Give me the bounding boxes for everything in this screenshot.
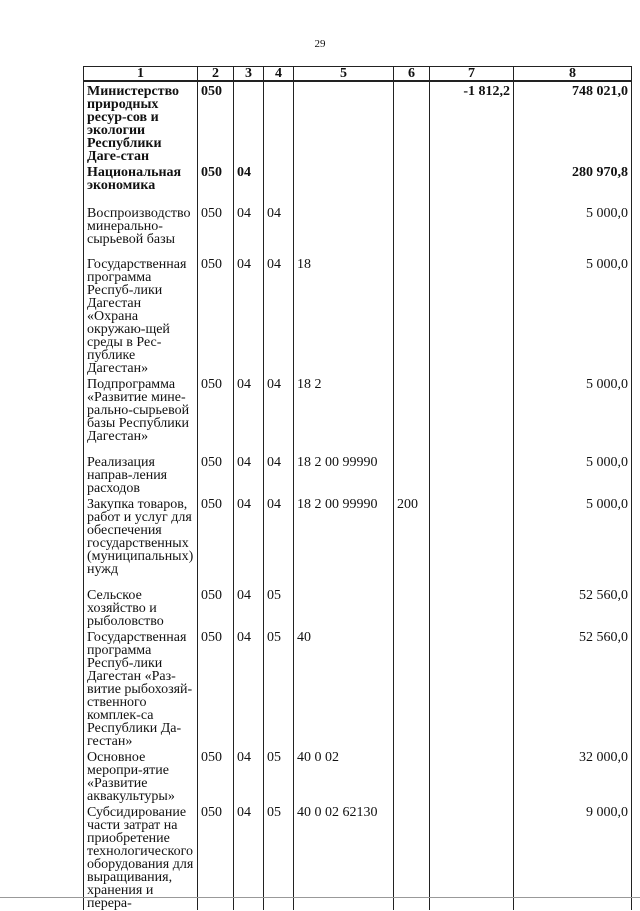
row-rz: 04 [234,255,264,375]
row-name: Сельское хозяйство и рыболовство [84,586,198,628]
row-name: Воспроизводство минерально-сырьевой базы [84,204,198,255]
column-number-2: 2 [198,67,234,82]
row-pr: 04 [264,453,294,495]
column-number-5: 5 [294,67,394,82]
row-pr: 05 [264,586,294,628]
row-grbs: 050 [198,628,234,748]
row-amount: 9 000,0 [514,803,632,910]
row-csr [294,81,394,163]
row-csr: 40 0 02 62130 [294,803,394,910]
row-name: Реализация направ-ления расходов [84,453,198,495]
row-csr [294,586,394,628]
row-amount: 52 560,0 [514,628,632,748]
row-name: Государственная программа Респуб-лики Дагестан «Раз-витие рыбохозяй-ственного комплек-са Республики Да-гестан» [84,628,198,748]
row-amount: 5 000,0 [514,453,632,495]
row-vr [394,628,430,748]
column-number-1: 1 [84,67,198,82]
table-row [84,453,632,495]
row-vr: 200 [394,495,430,586]
row-csr: 18 2 [294,375,394,453]
row-rz [234,81,264,163]
row-grbs: 050 [198,81,234,163]
row-vr [394,803,430,910]
row-change [430,255,514,375]
row-rz: 04 [234,628,264,748]
row-pr [264,81,294,163]
row-amount: 5 000,0 [514,204,632,255]
column-number-3: 3 [234,67,264,82]
row-csr: 40 [294,628,394,748]
row-change: -1 812,2 [430,81,514,163]
page-number: 29 [314,38,326,50]
table-row [84,163,632,204]
table-row [84,204,632,255]
row-change [430,495,514,586]
row-rz: 04 [234,748,264,803]
table-row [84,748,632,803]
column-number-7: 7 [430,67,514,82]
row-grbs: 050 [198,163,234,204]
row-change [430,586,514,628]
row-name: Министерство природных ресур-сов и экологии Республики Даге-стан [84,81,198,163]
row-amount: 5 000,0 [514,255,632,375]
column-number-4: 4 [264,67,294,82]
row-vr [394,81,430,163]
column-number-row [84,67,632,82]
row-amount: 32 000,0 [514,748,632,803]
row-change [430,375,514,453]
table-row [84,586,632,628]
row-grbs: 050 [198,204,234,255]
row-amount: 280 970,8 [514,163,632,204]
row-vr [394,453,430,495]
row-rz: 04 [234,163,264,204]
table-row [84,375,632,453]
row-grbs: 050 [198,255,234,375]
row-rz: 04 [234,495,264,586]
row-vr [394,375,430,453]
row-csr: 40 0 02 [294,748,394,803]
row-name: Основное меропри-ятие «Развитие аквакультуры» [84,748,198,803]
row-vr [394,586,430,628]
column-number-6: 6 [394,67,430,82]
scan-edge-line [0,897,640,898]
row-rz: 04 [234,375,264,453]
row-grbs: 050 [198,375,234,453]
row-csr: 18 [294,255,394,375]
table-row [84,255,632,375]
row-grbs: 050 [198,803,234,910]
row-csr: 18 2 00 99990 [294,453,394,495]
row-name: Подпрограмма «Развитие мине-рально-сырьевой базы Республики Дагестан» [84,375,198,453]
row-change [430,628,514,748]
row-change [430,748,514,803]
row-csr [294,204,394,255]
row-amount: 5 000,0 [514,375,632,453]
row-pr [264,163,294,204]
row-vr [394,163,430,204]
row-name: Закупка товаров, работ и услуг для обеспечения государственных (муниципальных) нужд [84,495,198,586]
row-grbs: 050 [198,586,234,628]
row-change [430,803,514,910]
budget-table [83,66,632,910]
table-row [84,495,632,586]
row-vr [394,748,430,803]
row-pr: 04 [264,255,294,375]
row-change [430,163,514,204]
row-pr: 04 [264,375,294,453]
row-change [430,453,514,495]
row-rz: 04 [234,586,264,628]
row-pr: 05 [264,803,294,910]
row-pr: 04 [264,495,294,586]
row-csr [294,163,394,204]
row-csr: 18 2 00 99990 [294,495,394,586]
row-rz: 04 [234,204,264,255]
row-name: Государственная программа Респуб-лики Дагестан «Охрана окружаю-щей среды в Рес-публике Дагестан» [84,255,198,375]
row-grbs: 050 [198,495,234,586]
row-pr: 04 [264,204,294,255]
row-name: Национальная экономика [84,163,198,204]
row-amount: 5 000,0 [514,495,632,586]
row-vr [394,255,430,375]
table-row [84,803,632,910]
row-grbs: 050 [198,453,234,495]
row-name: Субсидирование части затрат на приобретение технологического оборудования для выращивания, хранения и перера- [84,803,198,910]
row-rz: 04 [234,453,264,495]
row-amount: 748 021,0 [514,81,632,163]
row-vr [394,204,430,255]
row-amount: 52 560,0 [514,586,632,628]
row-pr: 05 [264,628,294,748]
column-number-8: 8 [514,67,632,82]
row-change [430,204,514,255]
row-rz: 04 [234,803,264,910]
table-row [84,628,632,748]
row-pr: 05 [264,748,294,803]
row-grbs: 050 [198,748,234,803]
table-row [84,81,632,163]
